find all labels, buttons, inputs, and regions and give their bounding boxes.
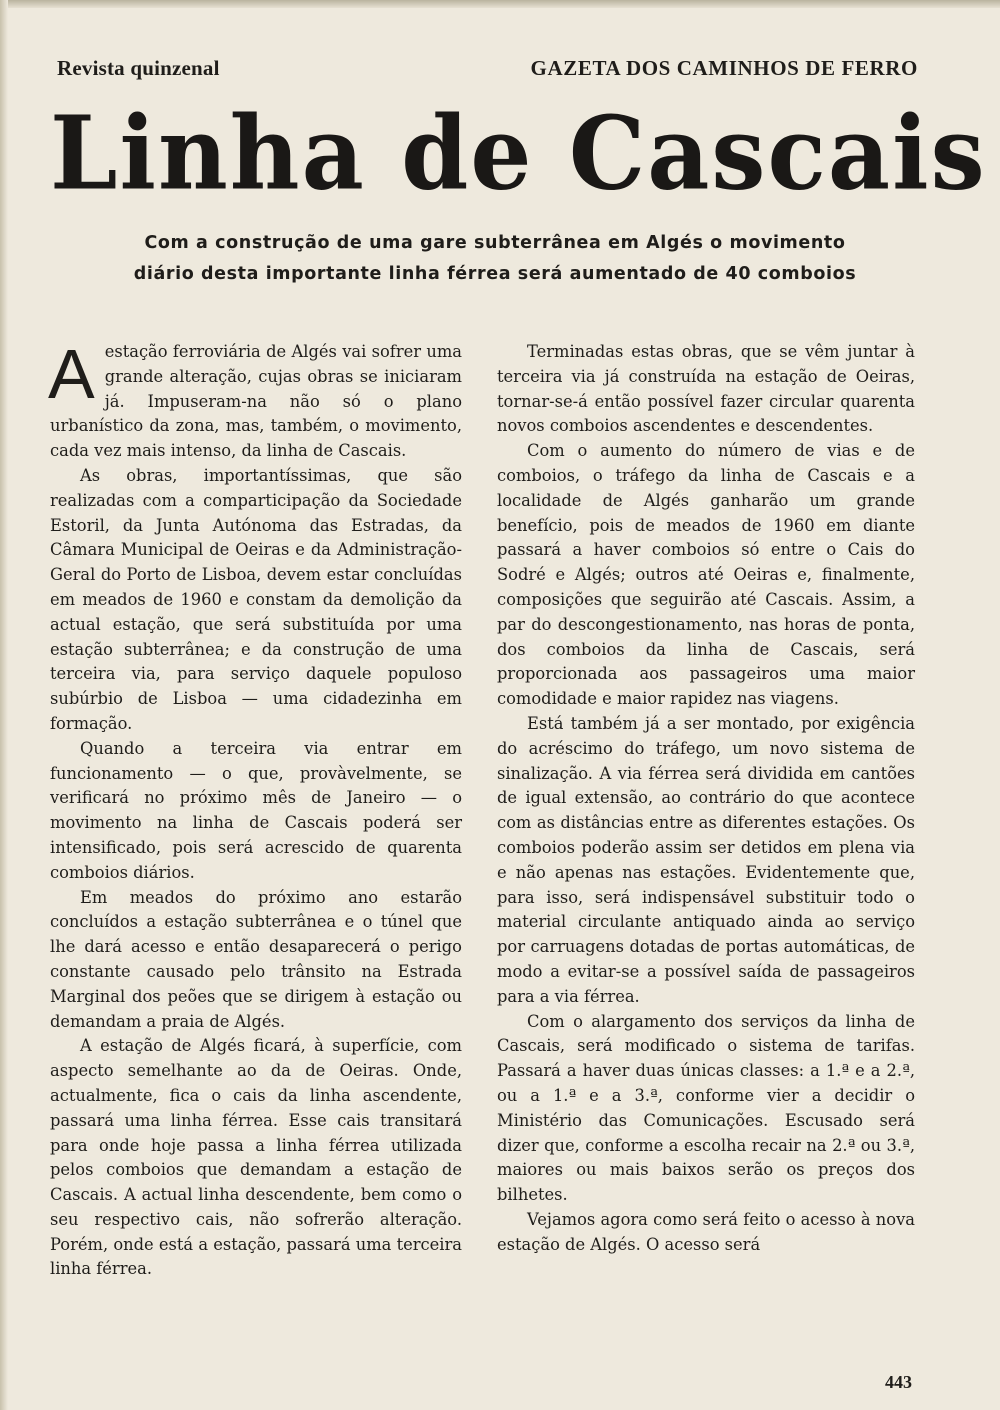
paragraph: As obras, importantíssimas, que são realizadas com a comparticipação da Sociedade Estoril, da Junta Autónoma das Estradas, da Câmara Municipal de Oeiras e da Administração-Geral do Porto de Lisboa, devem estar concluídas em meados de 1960 e constam da demolição da actual estação, que será substituída por uma estação subterrânea; e da construção de uma terceira via, para serviço daquele populoso subúrbio de Lisboa — uma cidadezinha em formação. bbox=[50, 465, 462, 733]
paragraph: Está também já a ser montado, por exigência do acréscimo do tráfego, um novo sistema de sinalização. A via férrea será dividida em cantões de igual extensão, ao contrário do que acontece com as distâncias entre as diferentes estações. Os comboios poderão assim ser detidos em plena via e não apenas nas estações. Evidentemente que, para isso, será indispensável substituir todo o material circulante antiquado ainda ao serviço por carruagens dotadas de portas automáticas, de modo a evitar-se a possível saída de passageiros para a via férrea. bbox=[497, 713, 915, 1006]
paragraph bbox=[48, 335, 462, 464]
article-subtitle bbox=[90, 228, 900, 290]
publication-frequency: Revista quinzenal bbox=[57, 56, 220, 80]
subtitle-line-1: Com a construção de uma gare subterrânea em Algés o movimento bbox=[144, 233, 846, 253]
page-top-edge bbox=[0, 0, 1000, 8]
paragraph: A estação de Algés ficará, à superfície, com aspecto semelhante ao da de Oeiras. Onde, actualmente, fica o cais da linha ascendente, passará uma linha férrea. Esse cais transitará para onde hoje passa a linha férrea utilizada pelos comboios que demandam a estação de Cascais. A actual linha descendente, bem como o seu respectivo cais, não sofrerão alteração. Porém, onde está a estação, passará uma terceira linha férrea. bbox=[50, 1036, 462, 1279]
paragraph: Em meados do próximo ano estarão concluídos a estação subterrânea e o túnel que lhe dará acesso e então desaparecerá o perigo constante causado pelo trânsito na Estrada Marginal dos peões que se dirigem à estação ou demandam a praia de Algés. bbox=[50, 887, 462, 1031]
right-column bbox=[497, 340, 915, 1257]
drop-cap: A bbox=[48, 335, 95, 413]
publication-name: GAZETA DOS CAMINHOS DE FERRO bbox=[530, 56, 918, 80]
paragraph: Vejamos agora como será feito o acesso à nova estação de Algés. O acesso será bbox=[497, 1209, 915, 1254]
paragraph: Quando a terceira via entrar em funcionamento — o que, provàvelmente, se verificará no próximo mês de Janeiro — o movimento na linha de Cascais poderá ser intensificado, pois será acrescido de quarenta comboios diários. bbox=[50, 738, 462, 882]
paragraph: Terminadas estas obras, que se vêm juntar à terceira via já construída na estação de Oeiras, tornar-se-á então possível fazer circular quarenta novos comboios ascendentes e descendentes. bbox=[497, 342, 915, 436]
paragraph: Com o aumento do número de vias e de comboios, o tráfego da linha de Cascais e a localidade de Algés ganharão um grande benefício, pois de meados de 1960 em diante passará a haver comboios só entre o Cais do Sodré e Algés; outros até Oeiras e, finalmente, composições que seguirão até Cascais. Assim, a par do descongestionamento, nas horas de ponta, dos comboios da linha de Cascais, será proporcionada aos passageiros uma maior comodidade e maior rapidez nas viagens. bbox=[497, 441, 915, 709]
paragraph-text: estação ferroviária de Algés vai sofrer uma grande alteração, cujas obras se iniciaram já. Impuseram-na não só o plano urbanístico da zona, mas, também, o movimento, cada vez mais intenso, da linha de Cascais. bbox=[50, 342, 462, 461]
paragraph: Com o alargamento dos serviços da linha de Cascais, será modificado o sistema de tarifas. Passará a haver duas únicas classes: a 1.ª e a 2.ª, ou a 1.ª e a 3.ª, conforme vier a decidir o Ministério das Comunicações. Escusado será dizer que, conforme a escolha recair na 2.ª ou 3.ª, maiores ou mais baixos serão os preços dos bilhetes. bbox=[497, 1011, 915, 1205]
page-left-edge bbox=[0, 0, 8, 1410]
article-title: Linha de Cascais bbox=[50, 94, 987, 213]
left-column bbox=[48, 335, 462, 1282]
page-number: 443 bbox=[885, 1372, 912, 1392]
subtitle-line-2: diário desta importante linha férrea será aumentado de 40 comboios bbox=[133, 264, 857, 284]
